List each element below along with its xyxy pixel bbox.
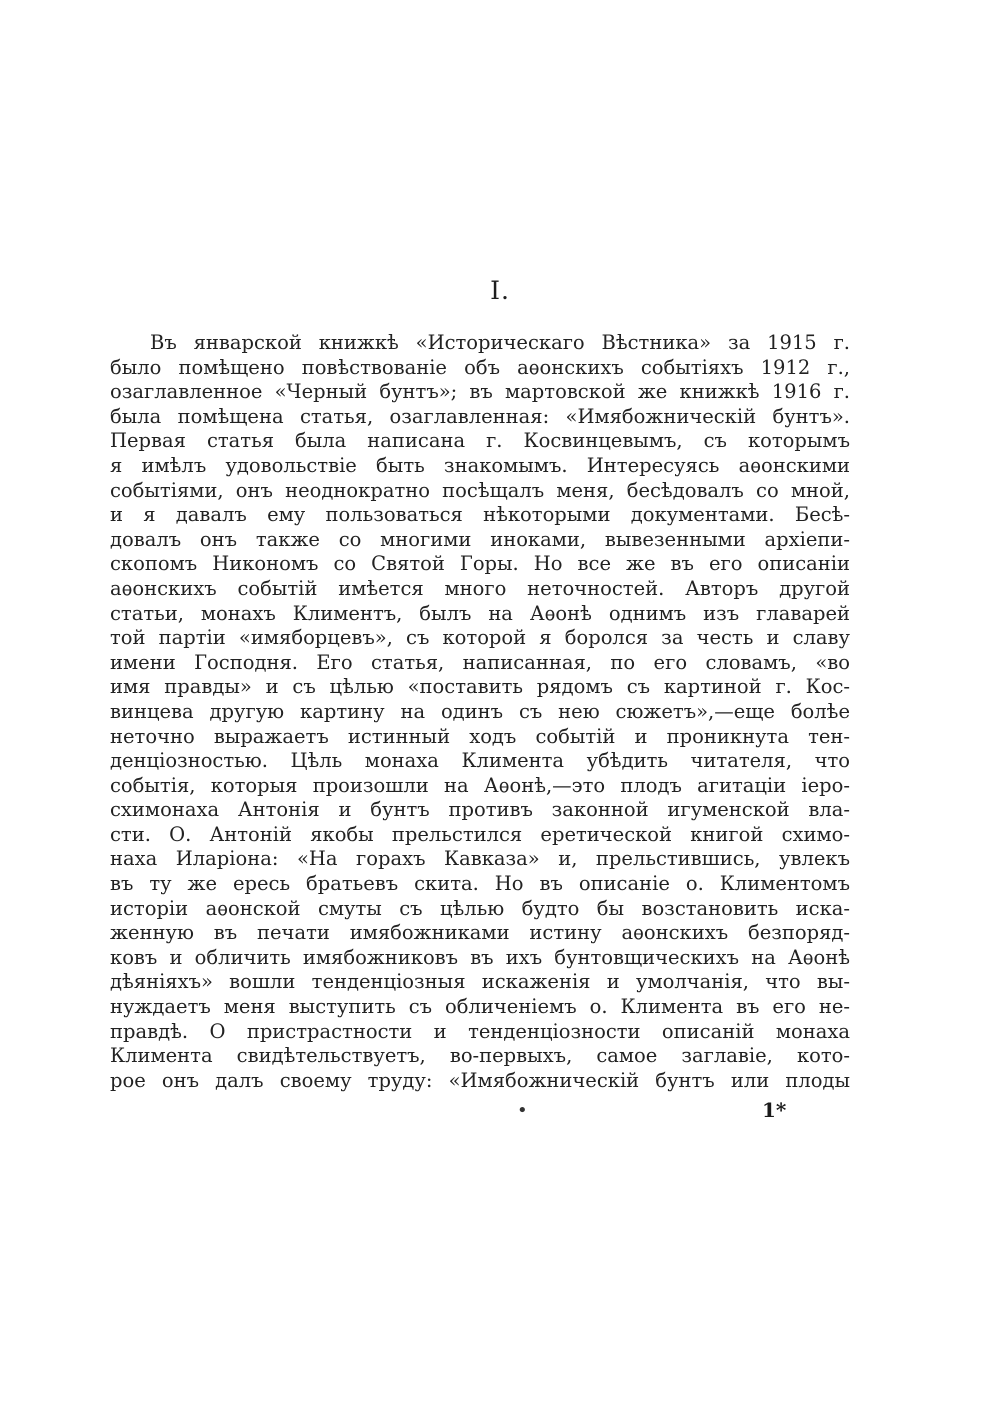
text-line: рое онъ далъ своему труду: «Имябожническій бунтъ или плоды [110, 1068, 850, 1092]
text-line: было помѣщено повѣствованіе объ аѳонскихъ событіяхъ 1912 г., [110, 355, 850, 379]
text-line: аѳонскихъ событій имѣется много неточностей. Авторъ другой [110, 576, 850, 600]
text-line: правдѣ. О пристрастности и тенденціозности описаній монаха [110, 1019, 850, 1043]
text-line: дѣяніяхъ» вошли тенденціозныя искаженія и умолчанія, что вы- [110, 970, 850, 994]
text-line: ковъ и обличить имябожниковъ въ ихъ бунтовщическихъ на Аѳонѣ [110, 945, 850, 969]
text-line: женную въ печати имябожниками истину аѳонскихъ безпоряд- [110, 921, 850, 945]
signature-mark: 1* [762, 1098, 787, 1122]
section-number-heading: I. [490, 276, 510, 305]
text-line: Въ январской книжкѣ «Историческаго Вѣстника» за 1915 г. [150, 331, 850, 354]
text-line: довалъ онъ также со многими иноками, вывезенными архіепи- [110, 527, 850, 551]
text-line: наха Иларіона: «На горахъ Кавказа» и, прельстившись, увлекъ [110, 847, 850, 871]
text-line: имя правды» и съ цѣлью «поставить рядомъ съ картиной г. Кос- [110, 675, 850, 699]
text-line: скопомъ Никономъ со Святой Горы. Но все же въ его описаніи [110, 552, 850, 576]
text-line: исторіи аѳонской смуты съ цѣлью будто бы возстановить иска- [110, 896, 850, 920]
text-line: винцева другую картину на одинъ съ нею сюжетъ»,—еще болѣе [110, 699, 850, 723]
text-line: Климента свидѣтельствуетъ, во-первыхъ, самое заглавіе, кото- [110, 1044, 850, 1068]
text-line: событіями, онъ неоднократно посѣщалъ меня, бесѣдовалъ со мной, [110, 478, 850, 502]
text-line: сти. О. Антоній якобы прельстился еретической книгой схимо- [110, 822, 850, 846]
text-line: схимонаха Антонія и бунтъ противъ законной игуменской вла- [110, 798, 850, 822]
text-line: была помѣщена статья, озаглавленная: «Имябожническій бунтъ». [110, 404, 850, 428]
text-line: и я давалъ ему пользоваться нѣкоторыми документами. Бесѣ- [110, 503, 850, 527]
text-line: неточно выражаетъ истинный ходъ событій и проникнута тен- [110, 724, 850, 748]
text-line: озаглавленное «Черный бунтъ»; въ мартовской же книжкѣ 1916 г. [110, 380, 850, 404]
text-line: денціозностью. Цѣль монаха Климента убѣдить читателя, что [110, 749, 850, 773]
text-line: въ ту же ересь братьевъ скита. Но въ описаніе о. Климентомъ [110, 872, 850, 896]
text-line: нуждаетъ меня выступить съ обличеніемъ о. Климента въ его не- [110, 995, 850, 1019]
footer-dot: • [517, 1100, 528, 1121]
text-line: я имѣлъ удовольствіе быть знакомымъ. Интересуясь аѳонскими [110, 453, 850, 477]
text-line: имени Господня. Его статья, написанная, по его словамъ, «во [110, 650, 850, 674]
page-footer [0, 1098, 1000, 1128]
text-line: статьи, монахъ Климентъ, былъ на Аѳонѣ однимъ изъ главарей [110, 601, 850, 625]
body-text [110, 331, 850, 1093]
text-line: событія, которыя произошли на Аѳонѣ,—это плодъ агитаціи іеро- [110, 773, 850, 797]
text-line: Первая статья была написана г. Косвинцевымъ, съ которымъ [110, 429, 850, 453]
text-line: той партіи «имяборцевъ», съ которой я боролся за честь и славу [110, 626, 850, 650]
